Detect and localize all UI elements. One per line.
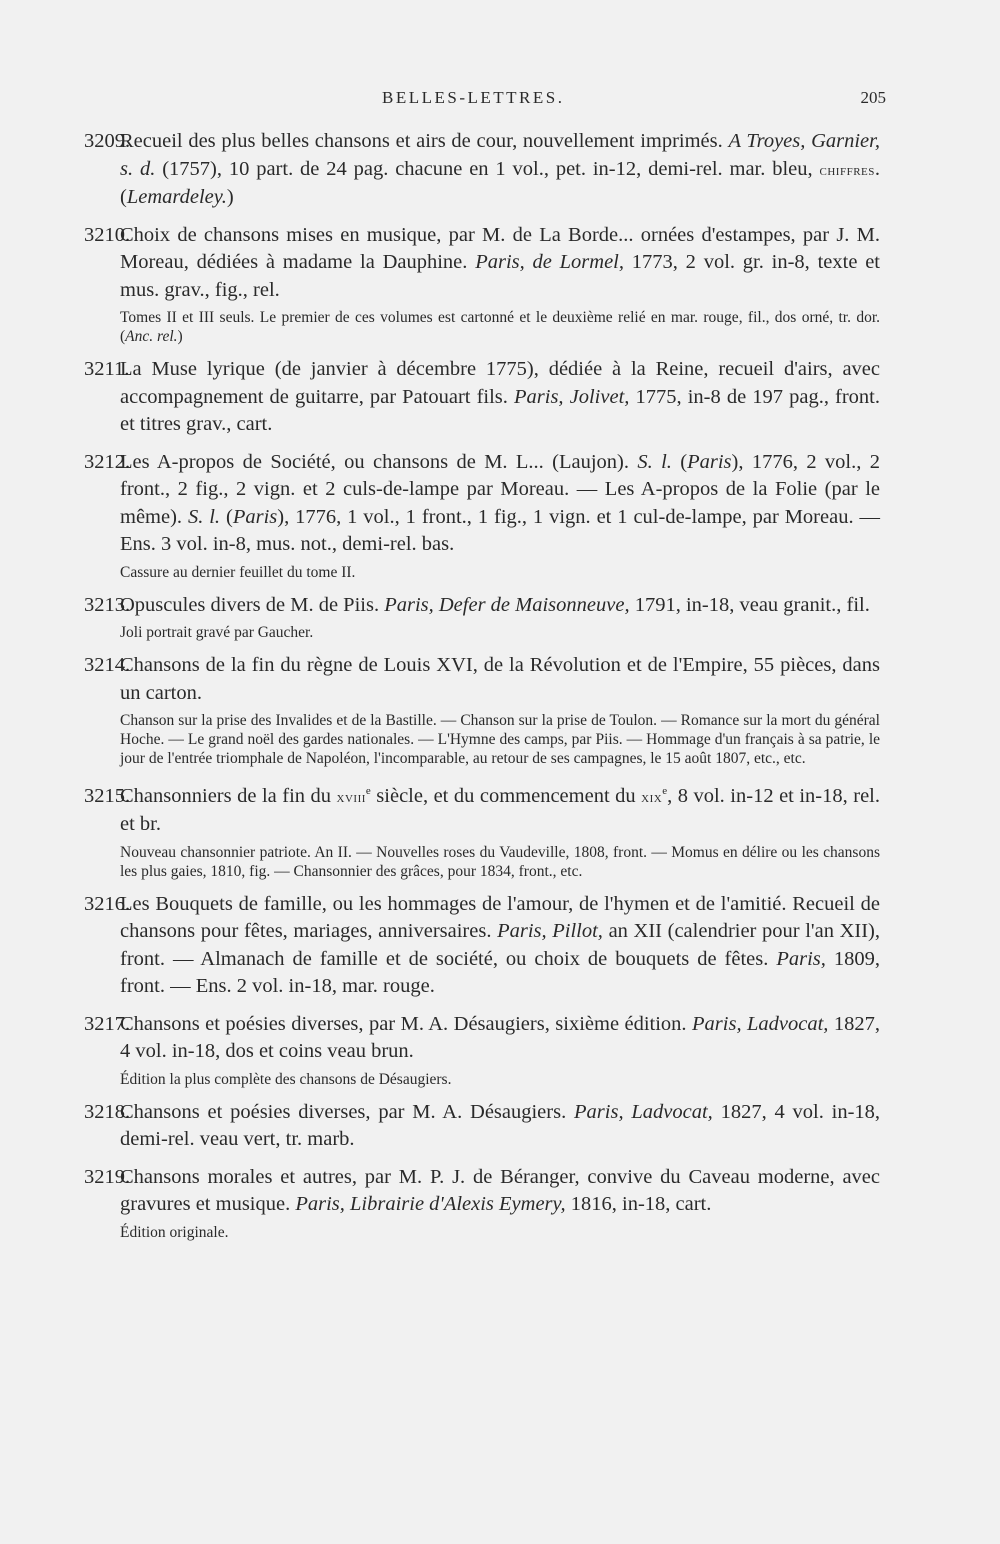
running-title: BELLES-LETTRES. (382, 88, 565, 107)
entry-imprint: Paris, Librairie d'Alexis Eymery, (295, 1193, 566, 1216)
entry-text: 1816, in-18, cart. (565, 1193, 712, 1216)
entry-3210 (84, 222, 880, 347)
entry-imprint: Paris, Pillot, (497, 920, 603, 943)
note-italic: Anc. rel. (125, 328, 178, 345)
entry-binder: Lemardeley. (126, 186, 227, 208)
entry-number: 3211. (84, 358, 130, 380)
entry-text: 1791, in-18, veau granit., fil. (629, 593, 870, 616)
entry-text: ) (226, 186, 234, 208)
entry-text: Chansonniers de la fin du (120, 784, 337, 807)
entry-text: siècle, et du commencement du (370, 784, 642, 807)
entry-text: Opuscules divers de M. de Piis. (120, 593, 385, 616)
entry-number: 3215. (84, 784, 131, 807)
entry-text: ), 1776, 2 vol., 2 front., 2 fig., 2 vign. et 2 culs-de-lampe par Moreau. — Les A-propos de la Folie (par le même). (120, 450, 880, 528)
entry-text: ( (671, 450, 688, 473)
entry-number: 3217. (84, 1012, 131, 1035)
entry-text: Chansons et poésies diverses, par M. A. Désaugiers. (120, 1100, 575, 1123)
entry-text: Les Bouquets de famille, ou les hommages de l'amour, de l'hymen et de l'amitié. Recueil de chansons pour fêtes, mariages, anniversaires. (120, 892, 880, 943)
superscript: e (662, 785, 668, 797)
entry-smallcaps: chiffres (819, 161, 875, 179)
entry-note: Édition la plus complète des chansons de Désaugiers. (120, 1070, 452, 1088)
entry-text: Recueil des plus belles chansons et airs de cour, nouvellement imprimés. (120, 130, 729, 152)
entry-note: Nouveau chansonnier patriote. An II. — Nouvelles roses du Vaudeville, 1808, front. — Momus en délire ou les chansons les plus gaies, 1810, fig. — Chansonnier des grâces, pour 1834, front., etc. (120, 843, 880, 880)
entry-body (84, 1099, 880, 1154)
entry-text: 1775, in-8 de 197 pag., front. et titres grav., cart. (120, 385, 881, 435)
entry-number: 3212. (84, 450, 131, 473)
superscript: e (365, 785, 371, 797)
entry-text: La Muse lyrique (de janvier à décembre 1775), dédiée à la Reine, recueil d'airs, avec accompagnement de guitarre, par Patouart fils. (120, 358, 880, 408)
entry-text: , 8 vol. in-12 et in-18, rel. et br. (120, 784, 881, 836)
entry-3219 (84, 1164, 880, 1242)
entry-text: 1827, 4 vol. in-18, demi-rel. veau vert, tr. marb. (120, 1100, 881, 1151)
entry-text: Chansons de la fin du règne de Louis XVI, de la Révolution et de l'Empire, 55 pièces, dans un carton. (120, 654, 880, 704)
entry-body (84, 449, 880, 559)
entry-body (84, 652, 880, 707)
entry-text: Chansons morales et autres, par M. P. J. de Béranger, convive du Caveau moderne, avec gravures et musique. (120, 1165, 880, 1216)
entry-number: 3213. (84, 593, 131, 616)
entry-text: . ( (120, 157, 880, 208)
running-head (84, 88, 886, 128)
entry-note: Joli portrait gravé par Gaucher. (120, 624, 314, 641)
entry-number: 3219. (84, 1165, 131, 1188)
page-number: 205 (860, 88, 886, 107)
entry-number: 3214. (84, 654, 131, 676)
entry-note: Édition originale. (120, 1223, 229, 1241)
entry-text: (1757), 10 part. de 24 pag. chacune en 1 vol., pet. in-12, demi-rel. mar. bleu, (155, 157, 820, 180)
century-numeral: xix (641, 788, 663, 806)
entry-3209 (84, 128, 880, 212)
entry-imprint: Paris, Ladvocat, (692, 1012, 829, 1035)
entry-number: 3209. (84, 130, 131, 152)
entry-3211 (84, 356, 880, 439)
entry-body (84, 356, 880, 439)
entry-body (84, 1164, 880, 1219)
entry-3217 (84, 1011, 880, 1089)
entry-imprint: S. l. (187, 505, 221, 528)
entry-3216 (84, 891, 880, 1001)
entry-imprint: Paris (232, 505, 278, 528)
entry-text: 1773, 2 vol. gr. in-8, texte et mus. grav., fig., rel. (120, 251, 881, 301)
entry-imprint: A Troyes, Garnier, s. d. (120, 130, 880, 180)
entry-body (84, 128, 880, 212)
entry-number: 3210. (84, 223, 131, 246)
entry-text: Chansons et poésies diverses, par M. A. Désaugiers, sixième édition. (120, 1012, 693, 1035)
entry-imprint: S. l. (637, 450, 672, 473)
entry-text: ), 1776, 1 vol., 1 front., 1 fig., 1 vign. et 1 cul-de-lampe, par Moreau. — Ens. 3 vol. in-8, mus. not., demi-rel. bas. (120, 505, 880, 555)
entry-body (84, 891, 880, 1001)
entry-text: Les A-propos de Société, ou chansons de M. L... (Laujon). (120, 450, 638, 473)
entry-imprint: Paris, de Lormel, (475, 251, 624, 273)
entry-text: ( (220, 505, 233, 528)
entry-3212 (84, 449, 880, 582)
entry-number: 3216. (84, 892, 131, 915)
entry-body (84, 222, 880, 305)
entry-note (84, 308, 880, 346)
entry-imprint: Paris (687, 450, 732, 473)
entry-note: Cassure au dernier feuillet du tome II. (120, 563, 356, 581)
entry-note: Chanson sur la prise des Invalides et de la Bastille. — Chanson sur la prise de Toulon. — Romance sur la mort du général Hoche. — Le grand noël des gardes nationales. — L'Hymne des camps, par Piis. — Hommage d'un français à sa patrie, le jour de l'entrée triomphale de Napoléon, l'incomparable, au retour de ses campagnes, le 15 août 1807, etc., etc. (120, 712, 880, 767)
entry-body (84, 592, 880, 620)
entry-body (84, 778, 880, 839)
century-numeral: xviii (336, 788, 366, 806)
entry-body (84, 1011, 880, 1066)
entry-3214 (84, 652, 880, 768)
entry-3218 (84, 1099, 880, 1154)
entry-imprint: Paris, Ladvocat, (574, 1100, 713, 1123)
entry-imprint: Paris, Defer de Maisonneuve, (384, 593, 630, 616)
entry-text: 1827, 4 vol. in-18, dos et coins veau brun. (120, 1012, 881, 1063)
entry-imprint: Paris, Jolivet, (514, 385, 630, 408)
entry-text: 1809, front. — Ens. 2 vol. in-18, mar. rouge. (120, 947, 881, 998)
note-text: Tomes II et III seuls. Le premier de ces volumes est cartonné et le deuxième relié en mar. rouge, fil., dos orné, tr. dor. ( (120, 309, 880, 345)
entry-text: Choix de chansons mises en musique, par M. de La Borde... ornées d'estampes, par J. M. Moreau, dédiées à madame la Dauphine. (120, 223, 880, 273)
entry-number: 3218. (84, 1100, 131, 1123)
note-text: ) (177, 328, 183, 345)
entry-3215 (84, 778, 880, 881)
entry-imprint: Paris, (776, 947, 826, 970)
entry-text: an XII (calendrier pour l'an XII), front. — Almanach de famille et de société, ou choix de bouquets de fêtes. (120, 920, 880, 970)
entry-3213 (84, 592, 880, 643)
